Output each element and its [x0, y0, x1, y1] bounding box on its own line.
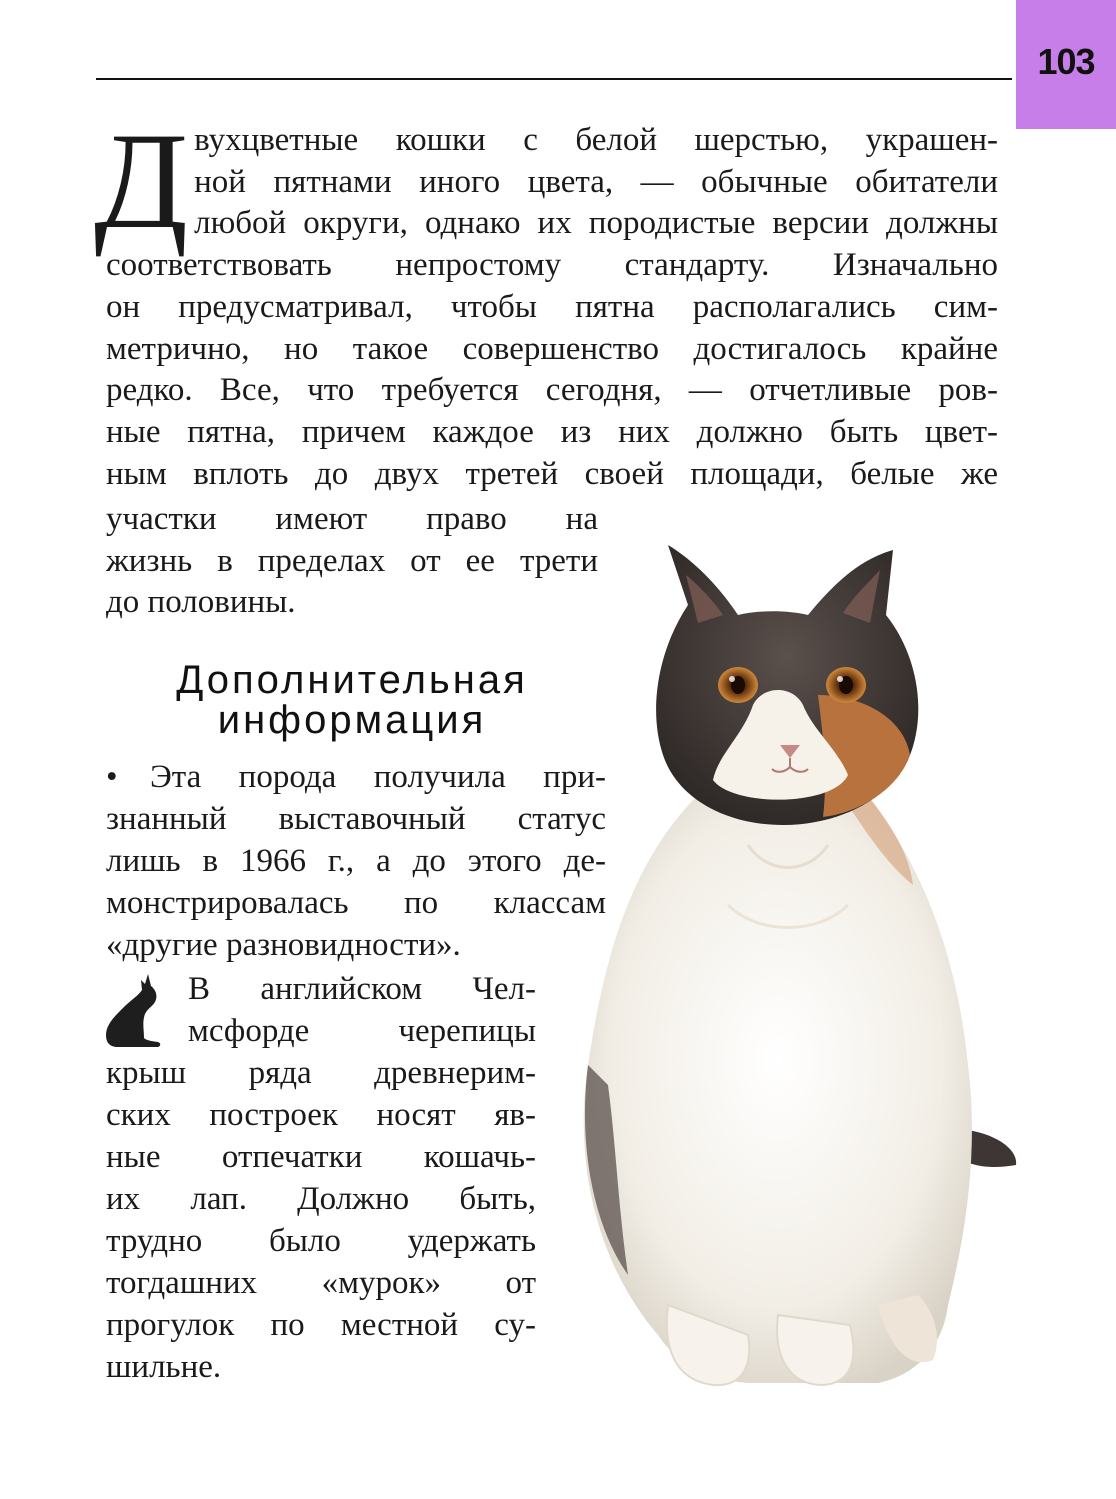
fact-line: ные отпечатки кошачь-	[106, 1139, 536, 1175]
bullet-line: «другие разновидности».	[106, 927, 461, 963]
intro-paragraph	[94, 104, 998, 495]
intro-line: ным вплоть до двух третей своей площади, белые же	[106, 455, 998, 492]
drop-cap: Д	[94, 104, 189, 257]
intro-line: участки имеют право на	[106, 501, 598, 537]
fact-line: трудно было удержать	[106, 1223, 536, 1259]
fact-line: их лап. Должно быть,	[106, 1181, 536, 1217]
intro-line: до половины.	[106, 584, 296, 621]
intro-continuation	[106, 499, 598, 624]
fact-line: крыш ряда древнерим-	[106, 1055, 536, 1091]
fact-line: В английском Чел-	[188, 971, 536, 1007]
bullet-icon: •	[106, 759, 118, 795]
bullet-paragraph	[106, 756, 606, 966]
page-number-tab	[1016, 0, 1116, 129]
intro-line: ной пятнами иного цвета, — обычные обитатели	[194, 163, 998, 200]
heading-line: информация	[217, 698, 487, 742]
intro-line: жизнь в пределах от ее трети	[106, 542, 598, 579]
bullet-line: монстрировалась по классам	[106, 885, 606, 921]
bullet-line	[106, 756, 606, 798]
bullet-line: знанный выставочный статус	[106, 801, 606, 837]
fact-line: шильне.	[106, 1349, 222, 1385]
section-heading	[106, 660, 598, 740]
intro-line: он предусматривал, чтобы пятна располагались сим-	[106, 288, 998, 325]
intro-line: вухцветные кошки с белой шерстью, украшен-	[194, 122, 998, 158]
intro-line: любой округи, однако их породистые версии должны	[194, 205, 998, 242]
intro-line: ные пятна, причем каждое из них должно быть цвет-	[106, 413, 998, 450]
bullet-line: лишь в 1966 г., а до этого де-	[106, 843, 606, 879]
page-number: 103	[1037, 40, 1095, 82]
fact-line: ских построек носят яв-	[106, 1097, 536, 1133]
bullet-line-text: Эта порода получила при-	[150, 759, 606, 795]
fact-line: мсфорде черепицы	[188, 1013, 536, 1049]
fact-line: тогдашних «мурок» от	[106, 1265, 536, 1301]
fact-line: прогулок по местной су-	[106, 1307, 536, 1343]
header-rule	[96, 78, 1012, 80]
intro-line: соответствовать непростому стандарту. Изначально	[106, 247, 998, 284]
heading-line: Дополнительная	[176, 658, 528, 702]
intro-line: редко. Все, что требуется сегодня, — отчетливые ров-	[106, 372, 998, 409]
fact-paragraph	[106, 968, 536, 1388]
bicolor-cat-photo	[548, 545, 1018, 1395]
intro-line: метрично, но такое совершенство достигалось крайне	[106, 330, 998, 367]
